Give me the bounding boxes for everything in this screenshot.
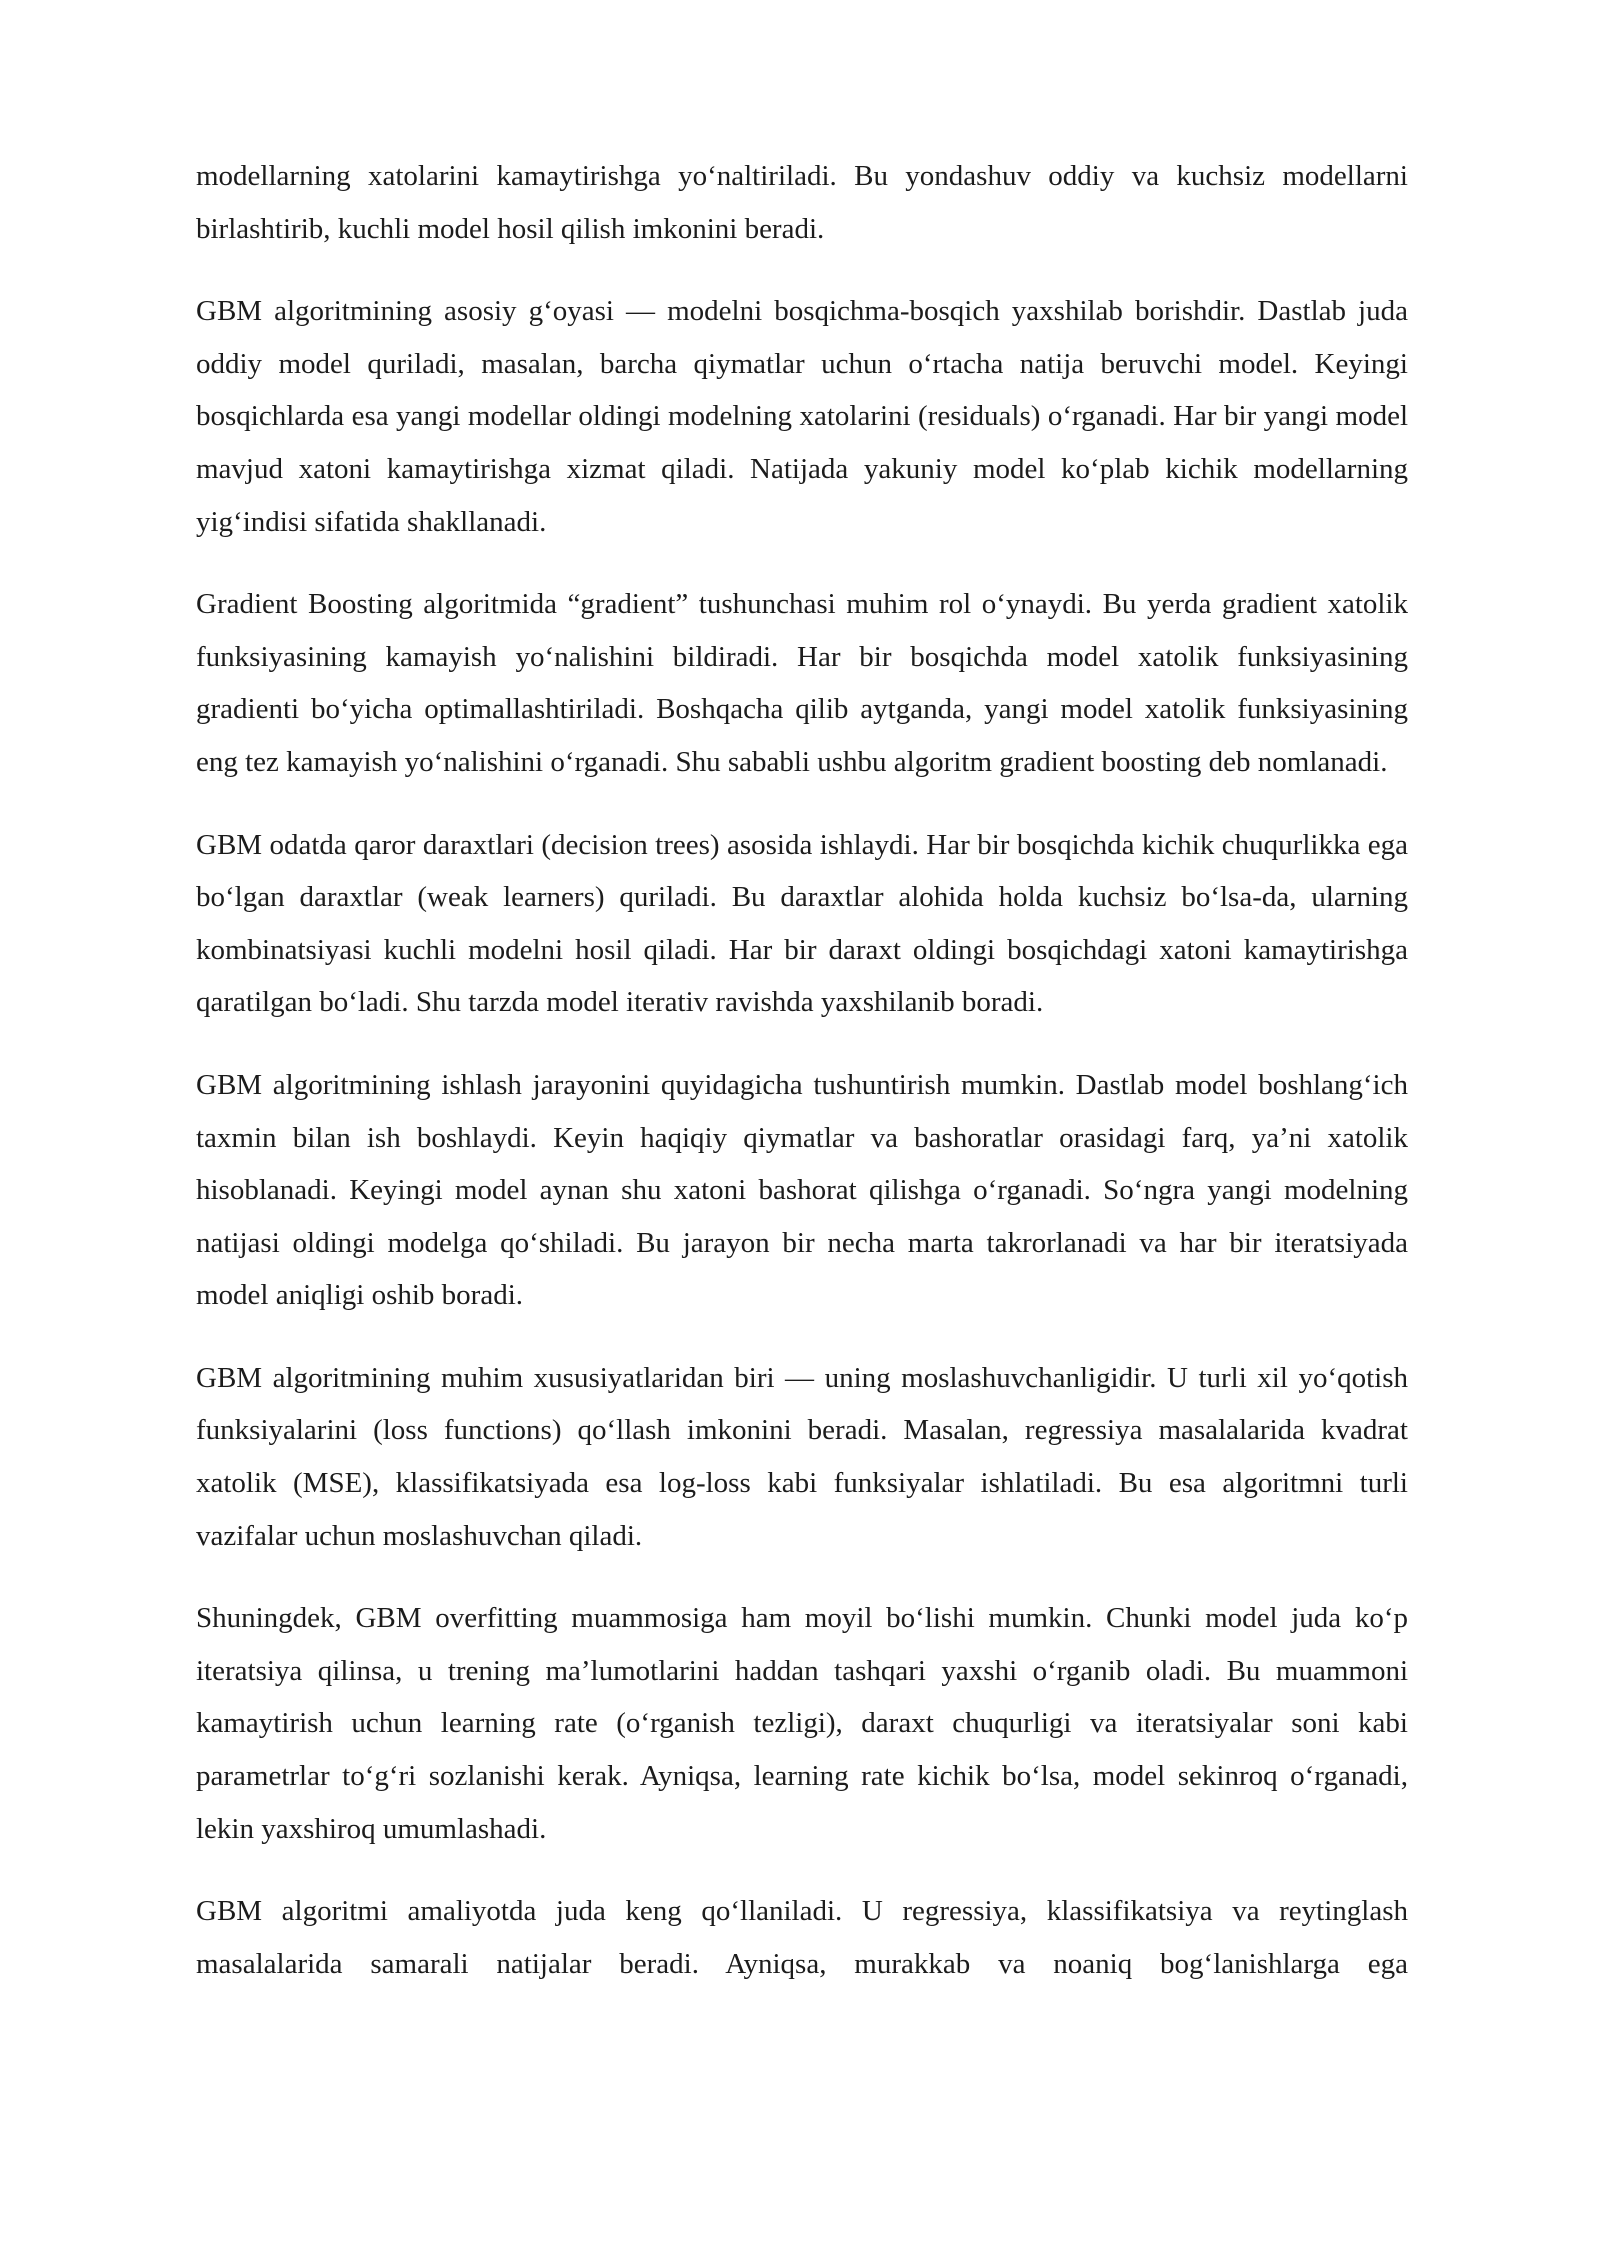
paragraph: GBM algoritmining asosiy g‘oyasi — modelni bosqichma-bosqich yaxshilab borishdir. Dastlab juda oddiy model quriladi, masalan, barcha qiymatlar uchun o‘rtacha natija beruvchi model. Keyingi bosqichlarda esa yangi modellar oldingi modelning xatolarini (residuals) o‘rganadi. Har bir yangi model mavjud xatoni kamaytirishga xizmat qiladi. Natijada yakuniy model ko‘plab kichik modellarning yig‘indisi sifatida shakllanadi. (196, 295, 1408, 538)
paragraph: GBM odatda qaror daraxtlari (decision trees) asosida ishlaydi. Har bir bosqichda kichik chuqurlikka ega bo‘lgan daraxtlar (weak learners) quriladi. Bu daraxtlar alohida holda kuchsiz bo‘lsa-da, ularning kombinatsiyasi kuchli modelni hosil qiladi. Har bir daraxt oldingi bosqichdagi xatoni kamaytirishga qaratilgan bo‘ladi. Shu tarzda model iterativ ravishda yaxshilanib boradi. (196, 828, 1408, 1019)
paragraph: GBM algoritmining muhim xususiyatlaridan biri — uning moslashuvchanligidir. U turli xil yo‘qotish funksiyalarini (loss functions) qo‘llash imkonini beradi. Masalan, regressiya masalalarida kvadrat xatolik (MSE), klassifikatsiyada esa log-loss kabi funksiyalar ishlatiladi. Bu esa algoritmni turli vazifalar uchun moslashuvchan qiladi. (196, 1361, 1408, 1552)
paragraph: modellarning xatolarini kamaytirishga yo‘naltiriladi. Bu yondashuv oddiy va kuchsiz modellarni birlashtirib, kuchli model hosil qilish imkonini beradi. (196, 160, 1408, 245)
paragraph: GBM algoritmining ishlash jarayonini quyidagicha tushuntirish mumkin. Dastlab model boshlang‘ich taxmin bilan ish boshlaydi. Keyin haqiqiy qiymatlar va bashoratlar orasidagi farq, ya’ni xatolik hisoblanadi. Keyingi model aynan shu xatoni bashorat qilishga o‘rganadi. So‘ngra yangi modelning natijasi oldingi modelga qo‘shiladi. Bu jarayon bir necha marta takrorlanadi va har bir iteratsiyada model aniqligi oshib boradi. (196, 1068, 1408, 1312)
paragraph: Gradient Boosting algoritmida “gradient” tushunchasi muhim rol o‘ynaydi. Bu yerda gradient xatolik funksiyasining kamayish yo‘nalishini bildiradi. Har bir bosqichda model xatolik funksiyasining gradienti bo‘yicha optimallashtiriladi. Boshqacha qilib aytganda, yangi model xatolik funksiyasining eng tez kamayish yo‘nalishini o‘rganadi. Shu sababli ushbu algoritm gradient boosting deb nomlanadi. (196, 588, 1408, 778)
paragraph: Shuningdek, GBM overfitting muammosiga ham moyil bo‘lishi mumkin. Chunki model juda ko‘p iteratsiya qilinsa, u trening ma’lumotlarini haddan tashqari yaxshi o‘rganib oladi. Bu muammoni kamaytirish uchun learning rate (o‘rganish tezligi), daraxt chuqurligi va iteratsiyalar soni kabi parametrlar to‘g‘ri sozlanishi kerak. Ayniqsa, learning rate kichik bo‘lsa, model sekinroq o‘rganadi, lekin yaxshiroq umumlashadi. (196, 1602, 1408, 1845)
paragraph-last: GBM algoritmi amaliyotda juda keng qo‘llaniladi. U regressiya, klassifikatsiya va reytinglash masalalarida samarali natijalar beradi. Ayniqsa, murakkab va noaniq bog‘lanishlarga ega (196, 1895, 1408, 1980)
document-body (196, 150, 1408, 1990)
